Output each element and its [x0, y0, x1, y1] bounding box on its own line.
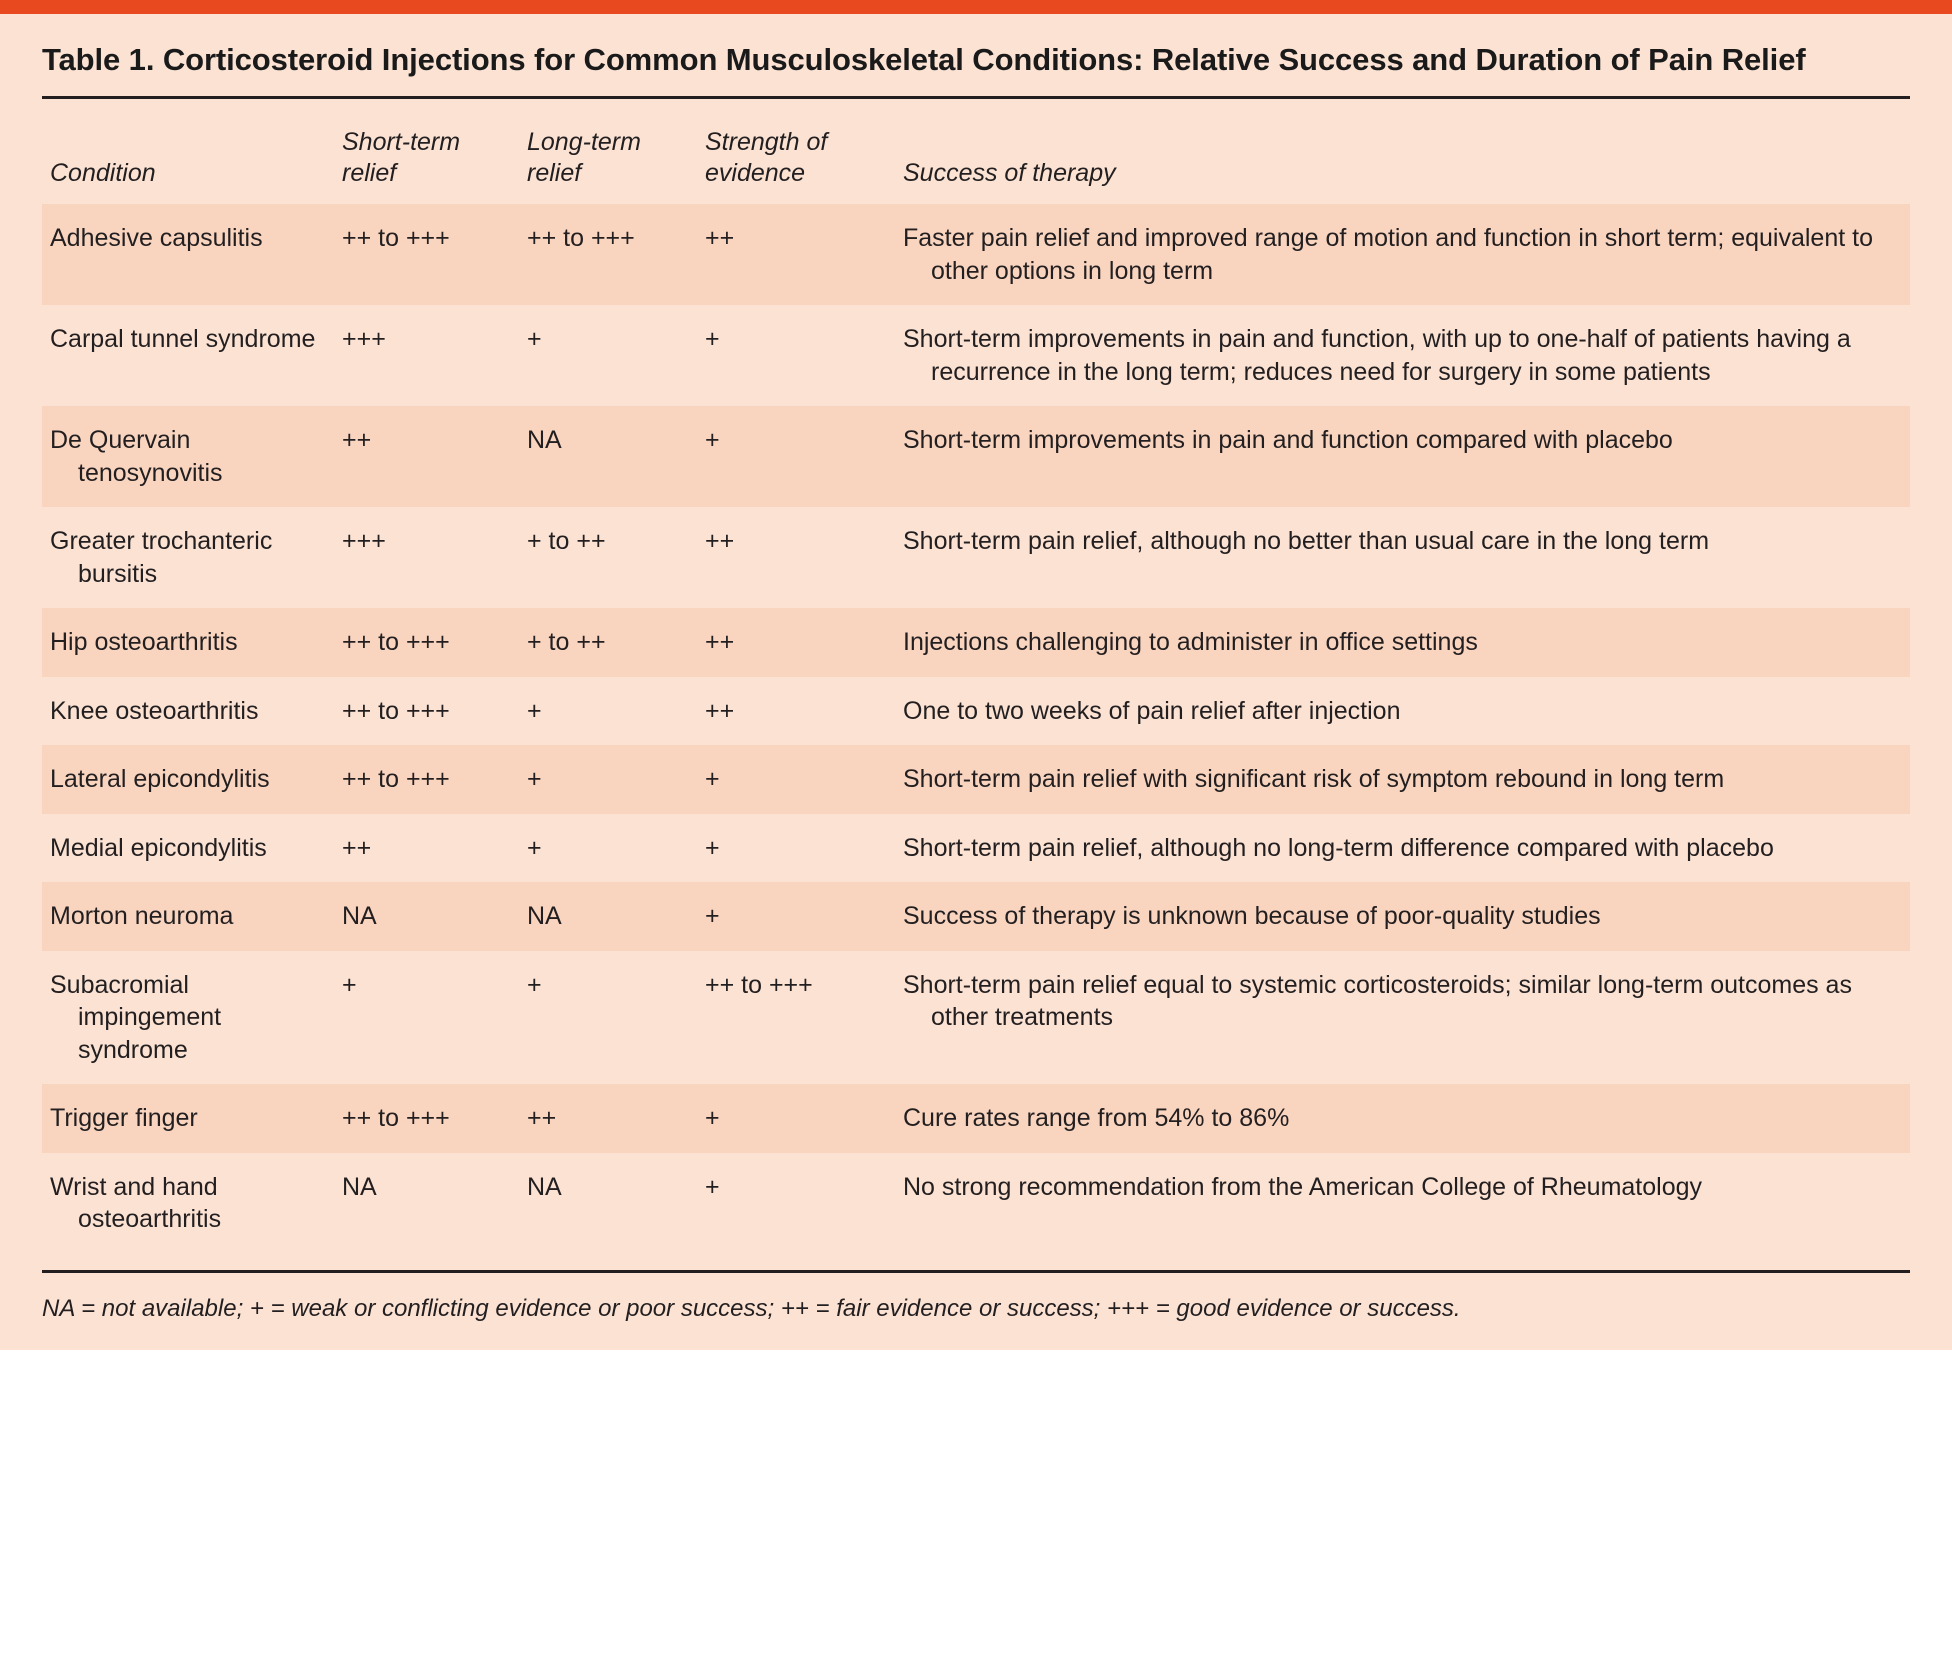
- cell-short-term-relief: ++: [342, 833, 372, 862]
- cell-short-term-relief: ++ to +++: [342, 204, 527, 305]
- column-header-short-term-relief: Short-term relief: [342, 128, 461, 187]
- table-row: [42, 677, 1910, 746]
- cell-success-of-therapy: Success of therapy is unknown because of poor-quality studies: [903, 882, 1910, 951]
- cell-long-term-relief: + to ++: [527, 608, 705, 677]
- cell-success-of-therapy: Short-term pain relief with significant risk of symptom rebound in long term: [903, 745, 1910, 814]
- table-body: [42, 204, 1910, 1254]
- cell-short-term-relief: +++: [342, 325, 386, 354]
- cell-condition: Greater trochanteric bursitis: [50, 527, 273, 588]
- cell-success-of-therapy: Faster pain relief and improved range of motion and function in short term; equivalent to other options in long term: [903, 204, 1910, 305]
- cell-short-term-relief: NA: [342, 1172, 377, 1201]
- cell-strength-of-evidence: ++: [705, 696, 735, 725]
- cell-short-term-relief: +++: [342, 527, 386, 556]
- cell-long-term-relief: +: [527, 696, 542, 725]
- cell-success-of-therapy: Short-term pain relief, although no better than usual care in the long term: [903, 527, 1710, 556]
- cell-strength-of-evidence: ++: [705, 527, 735, 556]
- table-header: [42, 99, 1910, 204]
- table-row: [42, 951, 1910, 1085]
- cell-short-term-relief: ++ to +++: [342, 745, 527, 814]
- cell-strength-of-evidence: ++: [705, 204, 903, 305]
- cell-long-term-relief: +: [527, 833, 542, 862]
- cell-strength-of-evidence: ++: [705, 608, 903, 677]
- cell-long-term-relief: +: [527, 970, 542, 999]
- cell-success-of-therapy: No strong recommendation from the American College of Rheumatology: [903, 1172, 1703, 1201]
- cell-strength-of-evidence: ++ to +++: [705, 970, 813, 999]
- cell-strength-of-evidence: +: [705, 882, 903, 951]
- column-header-condition: Condition: [50, 158, 156, 187]
- cell-long-term-relief: NA: [527, 882, 705, 951]
- table-footnote: NA = not available; + = weak or conflicting evidence or poor success; ++ = fair evidence or success; +++ = good evidence or success.: [42, 1294, 1461, 1322]
- cell-success-of-therapy: Injections challenging to administer in office settings: [903, 608, 1910, 677]
- cell-condition: Knee osteoarthritis: [50, 696, 259, 725]
- cell-condition: Trigger finger: [42, 1084, 342, 1153]
- table-row: [42, 305, 1910, 406]
- cell-long-term-relief: +: [527, 745, 705, 814]
- cell-success-of-therapy: Short-term pain relief, although no long-term difference compared with placebo: [903, 833, 1774, 862]
- table-row: [42, 745, 1910, 814]
- cell-long-term-relief: + to ++: [527, 527, 606, 556]
- column-header-long-term-relief: Long-term relief: [527, 128, 641, 187]
- cell-strength-of-evidence: +: [705, 325, 720, 354]
- cell-long-term-relief: ++: [527, 1084, 705, 1153]
- header-row: [42, 99, 1910, 204]
- cell-short-term-relief: +: [342, 970, 357, 999]
- table-row: [42, 814, 1910, 883]
- table-row: [42, 608, 1910, 677]
- table-title: Table 1. Corticosteroid Injections for Common Musculoskeletal Conditions: Relative Success and Duration of Pain Relief: [42, 42, 1806, 77]
- cell-condition: Morton neuroma: [42, 882, 342, 951]
- table-row: [42, 507, 1910, 608]
- cell-strength-of-evidence: +: [705, 1172, 720, 1201]
- cell-strength-of-evidence: +: [705, 1084, 903, 1153]
- column-header-strength-of-evidence: Strength of evidence: [705, 128, 828, 187]
- cell-condition: Wrist and hand osteoarthritis: [50, 1172, 222, 1234]
- cell-condition: Carpal tunnel syndrome: [50, 325, 316, 354]
- cell-short-term-relief: NA: [342, 882, 527, 951]
- cell-condition: Hip osteoarthritis: [42, 608, 342, 677]
- cell-condition: De Quervain tenosynovitis: [42, 406, 342, 507]
- cell-short-term-relief: ++: [342, 406, 527, 507]
- table-row: [42, 204, 1910, 305]
- cell-strength-of-evidence: +: [705, 745, 903, 814]
- cell-strength-of-evidence: +: [705, 406, 903, 507]
- cell-condition: Medial epicondylitis: [50, 833, 267, 862]
- cell-success-of-therapy: Short-term improvements in pain and function compared with placebo: [903, 406, 1910, 507]
- cell-condition: Adhesive capsulitis: [42, 204, 342, 305]
- cell-short-term-relief: ++ to +++: [342, 608, 527, 677]
- table-row: [42, 1153, 1910, 1254]
- cell-condition: Lateral epicondylitis: [42, 745, 342, 814]
- cell-long-term-relief: ++ to +++: [527, 204, 705, 305]
- cell-long-term-relief: NA: [527, 406, 705, 507]
- cell-long-term-relief: NA: [527, 1172, 562, 1201]
- cell-long-term-relief: +: [527, 325, 542, 354]
- table-row: [42, 882, 1910, 951]
- cell-short-term-relief: ++ to +++: [342, 1084, 527, 1153]
- cell-success-of-therapy: Short-term pain relief equal to systemic corticosteroids; similar long-term outcomes as other treatments: [903, 970, 1852, 1032]
- cell-success-of-therapy: One to two weeks of pain relief after injection: [903, 696, 1401, 725]
- corticosteroid-injections-table: [42, 99, 1910, 1254]
- table-row: [42, 1084, 1910, 1153]
- table-row: [42, 406, 1910, 507]
- cell-success-of-therapy: Short-term improvements in pain and function, with up to one-half of patients having a recurrence in the long term; reduces need for surgery in some patients: [903, 325, 1851, 386]
- cell-condition: Subacromial impingement syndrome: [50, 970, 222, 1064]
- cell-short-term-relief: ++ to +++: [342, 696, 450, 725]
- column-header-success-of-therapy: Success of therapy: [903, 158, 1116, 187]
- cell-strength-of-evidence: +: [705, 833, 720, 862]
- cell-success-of-therapy: Cure rates range from 54% to 86%: [903, 1084, 1910, 1153]
